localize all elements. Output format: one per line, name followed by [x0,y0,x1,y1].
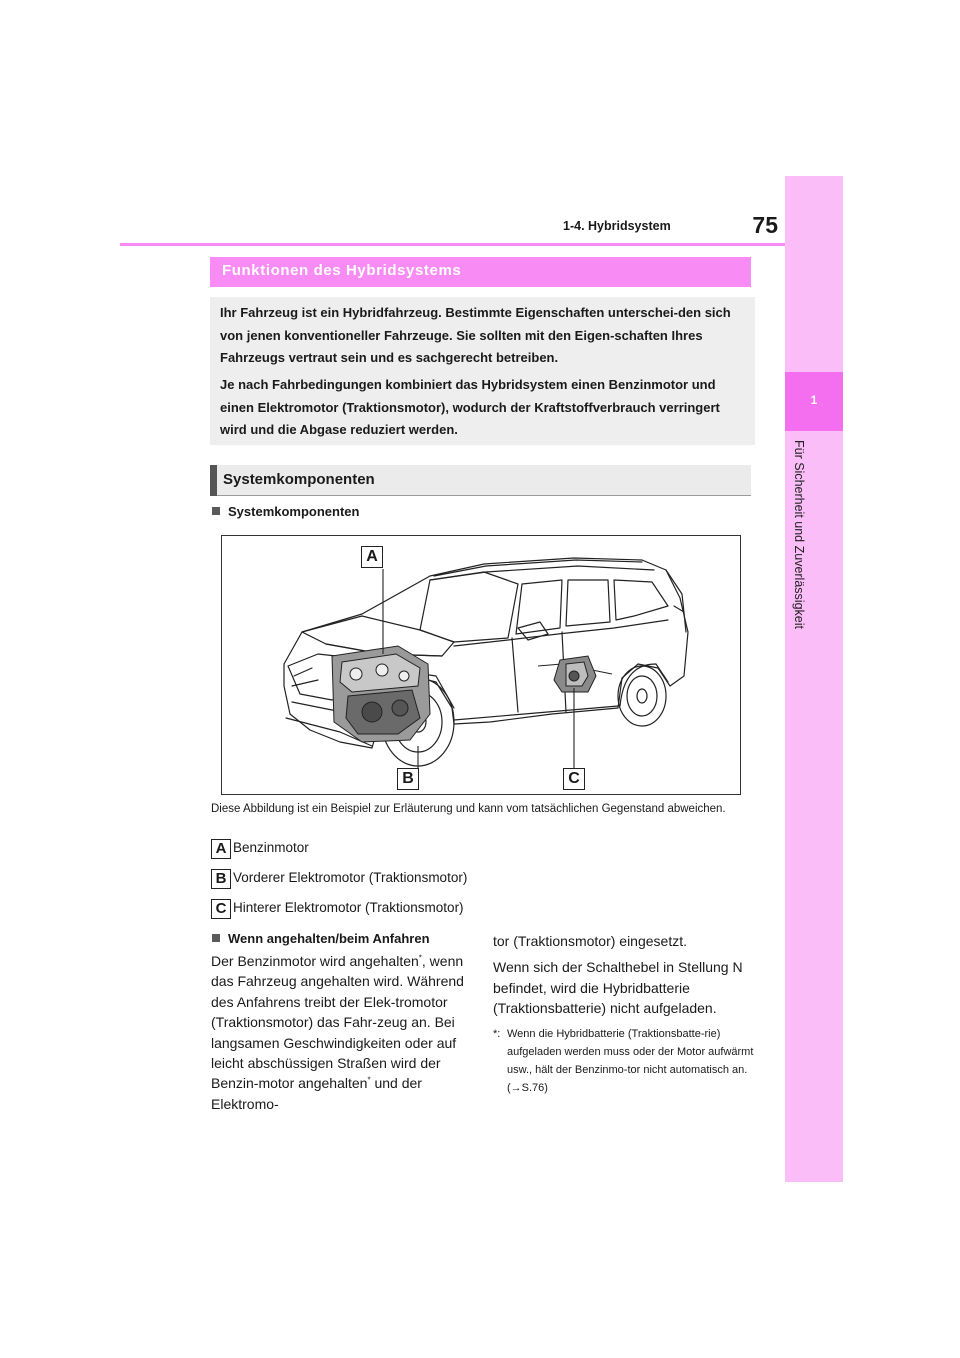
square-bullet-icon [212,934,220,942]
page-number: 75 [752,212,778,238]
side-chapter-title: Für Sicherheit und Zuverlässigkeit [792,440,806,629]
header-rule [120,243,785,246]
legend-key-a: A [211,839,231,859]
footnote [493,1025,755,1097]
square-bullet-icon [212,507,220,515]
legend-text-a: Benzinmotor [233,840,309,855]
figure-caption: Diese Abbildung ist ein Beispiel zur Erläuterung und kann vom tatsächlichen Gegenstand abweichen. [211,803,726,815]
legend-text-c: Hinterer Elektromotor (Traktionsmotor) [233,900,464,915]
body-paragraph-neutral: Wenn sich der Schalthebel in Stellung N befindet, wird die Hybridbatterie (Traktionsbatterie) nicht aufgeladen. [493,959,743,1017]
subheading-wenn-angehalten: Wenn angehalten/beim Anfahren [212,931,430,946]
footnote-asterisk: * [418,953,422,963]
body-column-right [493,931,755,1097]
legend-key-b: B [211,869,231,889]
chapter-heading: 1-4. Hybridsystem [563,219,671,233]
body-paragraph-stop: Der Benzinmotor wird angehalten*, wenn das Fahrzeug angehalten wird. Während des Anfahrens treibt der Elek-tromotor (Traktionsmotor) das Fahr-zeug an. Bei langsamen Geschwindigkeiten oder auf leicht abschüssigen Straßen wird der Benzin-motor angehalten* und der Elektromo- [211,953,464,1112]
legend-key-c: C [211,899,231,919]
section-title-systemkomponenten: Systemkomponenten [223,471,375,488]
intro-paragraph-1: Ihr Fahrzeug ist ein Hybridfahrzeug. Bestimmte Eigenschaften unterschei-den sich von jenen konventioneller Fahrzeuge. Sie sollten mit den Eigen-schaften Ihres Fahrzeugs vertraut sein und es sachgerecht betreiben. [220,305,731,366]
body-paragraph-continued: tor (Traktionsmotor) eingesetzt. [493,933,687,949]
callout-b: B [397,768,419,790]
vehicle-illustration [221,535,741,795]
suv-cutaway-drawing [222,536,740,794]
body-column-left [211,951,476,1120]
side-chapter-title-wrap [785,440,843,700]
footnote-asterisk: * [367,1075,371,1085]
callout-a: A [361,546,383,568]
section-title-funktionen: Funktionen des Hybridsystems [222,262,462,279]
legend-text-b: Vorderer Elektromotor (Traktionsmotor) [233,870,468,885]
footnote-text: Wenn die Hybridbatterie (Traktionsbatte-rie) aufgeladen werden muss oder der Motor aufwärmt usw., hält der Benzinmo-tor nicht automatisch an. (→S.76) [507,1027,754,1094]
subsection-accent [210,465,217,496]
subheading-systemkomponenten: Systemkomponenten [212,504,359,519]
side-chapter-number: 1 [810,393,818,407]
footnote-mark: *: [493,1027,501,1040]
intro-paragraph-2: Je nach Fahrbedingungen kombiniert das Hybridsystem einen Benzinmotor und einen Elektromotor (Traktionsmotor), wodurch der Kraftstoffverbrauch verringert wird und die Abgase reduziert werden. [220,377,720,438]
callout-c: C [563,768,585,790]
